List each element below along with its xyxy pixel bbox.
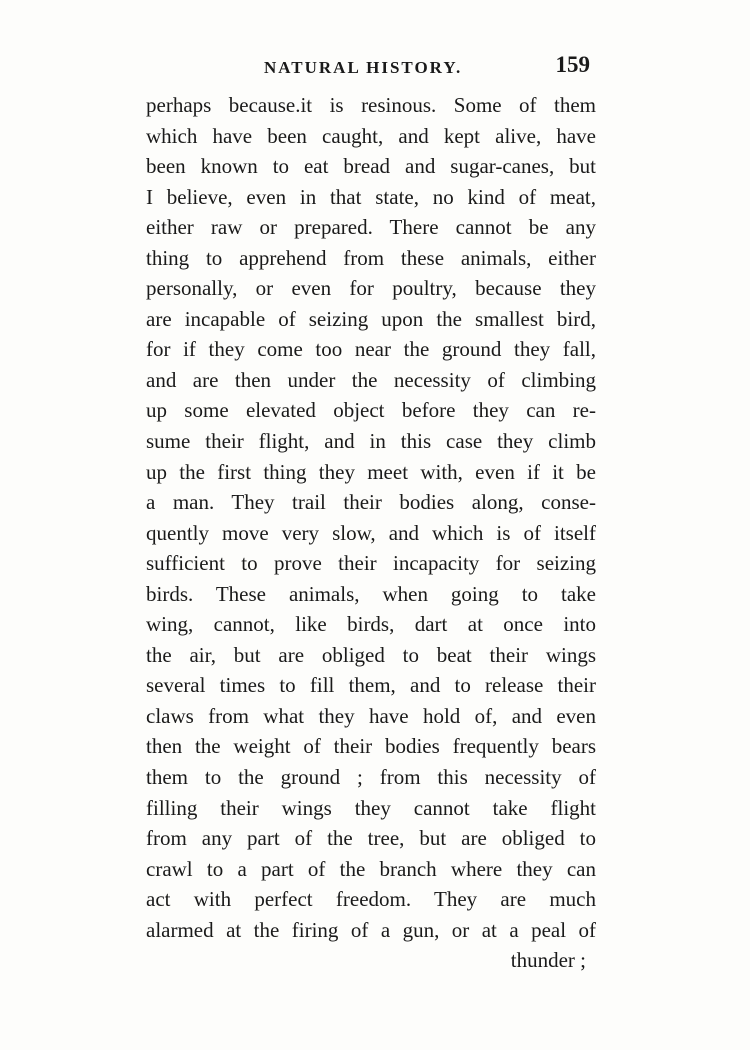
text-line: alarmed at the firing of a gun, or at a peal of bbox=[146, 917, 596, 942]
body-text bbox=[146, 90, 596, 976]
text-line: quently move very slow, and which is of itself bbox=[146, 520, 596, 545]
text-line: for if they come too near the ground they fall, bbox=[146, 337, 596, 362]
text-line: and are then under the necessity of climbing bbox=[146, 367, 596, 392]
text-line: either raw or prepared. There cannot be any bbox=[146, 215, 596, 240]
text-line: personally, or even for poultry, because they bbox=[146, 276, 596, 301]
text-line: been known to eat bread and sugar-canes, but bbox=[146, 154, 596, 179]
text-line: from any part of the tree, but are obliged to bbox=[146, 826, 596, 851]
text-line: the air, but are obliged to beat their wings bbox=[146, 642, 596, 667]
page-number: 159 bbox=[555, 52, 590, 77]
text-line: them to the ground ; from this necessity of bbox=[146, 765, 596, 790]
text-line: crawl to a part of the branch where they can bbox=[146, 856, 596, 881]
text-line: act with perfect freedom. They are much bbox=[146, 887, 596, 912]
text-line: a man. They trail their bodies along, conse- bbox=[146, 490, 596, 515]
running-head bbox=[146, 52, 596, 86]
text-line: sufficient to prove their incapacity for seizing bbox=[146, 551, 596, 576]
text-line: wing, cannot, like birds, dart at once into bbox=[146, 612, 596, 637]
text-line: perhaps because.it is resinous. Some of them bbox=[146, 93, 596, 117]
text-line: thing to apprehend from these animals, either bbox=[146, 245, 596, 270]
text-line: filling their wings they cannot take flight bbox=[146, 795, 596, 820]
text-line: up some elevated object before they can re- bbox=[146, 398, 596, 423]
text-line: up the first thing they meet with, even if it be bbox=[146, 459, 596, 484]
text-line: birds. These animals, when going to take bbox=[146, 581, 596, 606]
running-title: NATURAL HISTORY. bbox=[264, 58, 463, 77]
catchword: thunder ; bbox=[510, 948, 586, 973]
text-line: I believe, even in that state, no kind of meat, bbox=[146, 184, 596, 209]
text-line: several times to fill them, and to release their bbox=[146, 673, 596, 698]
text-line: then the weight of their bodies frequently bears bbox=[146, 734, 596, 759]
text-line: sume their flight, and in this case they climb bbox=[146, 429, 596, 454]
text-line: claws from what they have hold of, and even bbox=[146, 703, 596, 728]
text-line: are incapable of seizing upon the smallest bird, bbox=[146, 306, 596, 331]
text-line: which have been caught, and kept alive, have bbox=[146, 123, 596, 148]
